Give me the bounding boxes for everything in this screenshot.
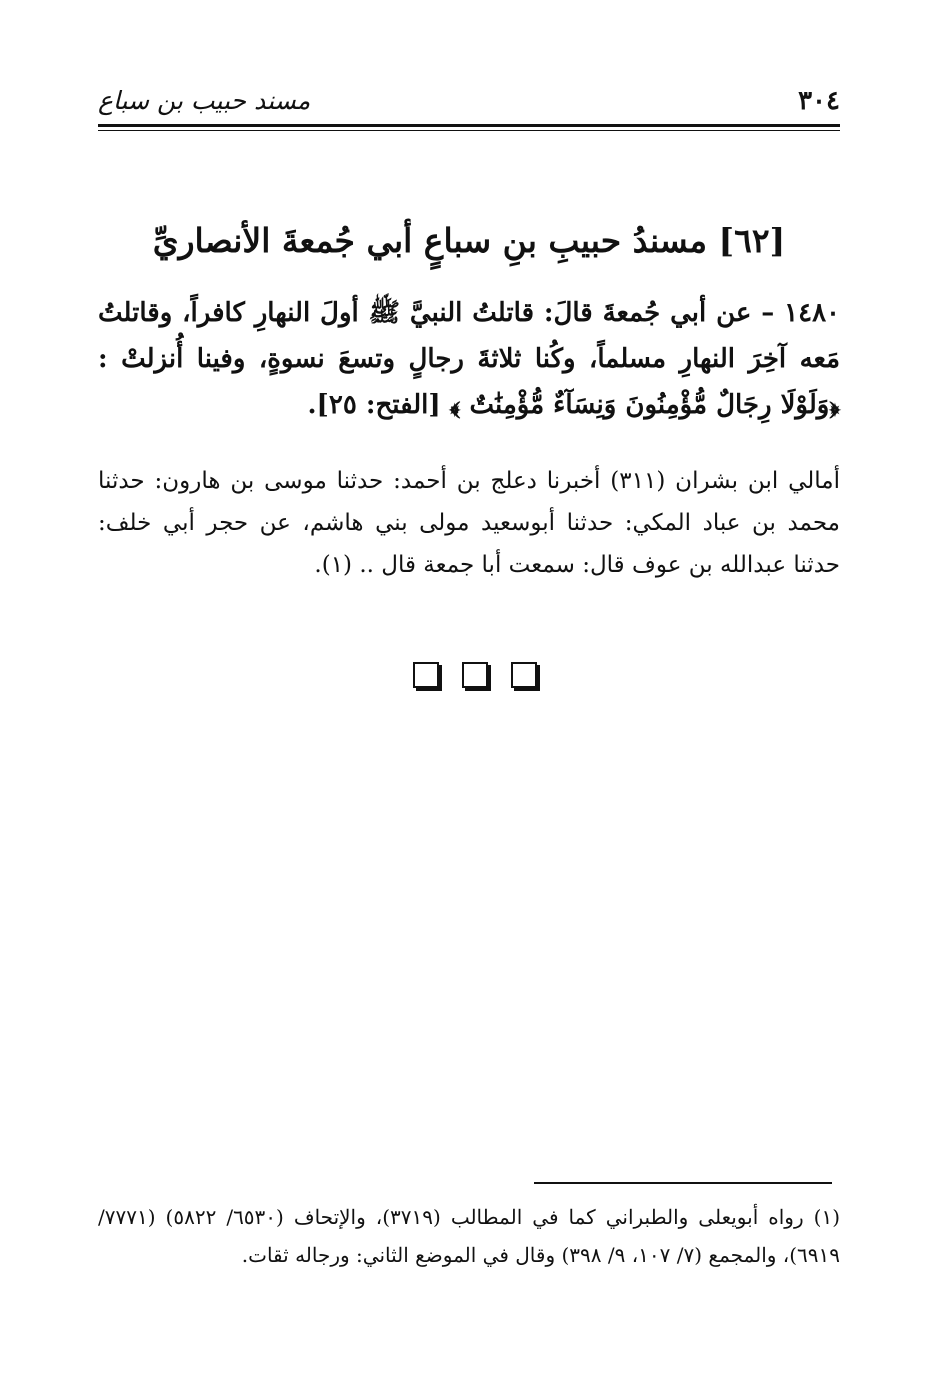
square-ornament-icon	[413, 662, 439, 688]
section-end-ornament	[0, 662, 950, 692]
header-rule	[98, 124, 840, 127]
isnad-text	[98, 460, 840, 586]
running-header	[98, 84, 840, 124]
footnote-separator	[534, 1182, 832, 1184]
square-ornament-icon	[462, 662, 488, 688]
footnote-1: (١) رواه أبويعلى والطبراني كما في المطالب (٣٧١٩)، والإتحاف (٦٥٣٠/ ٥٨٢٢) (٧٧٧١/ ٦٩١٩)، والمجمع (٧/ ١٠٧، ٩/ ٣٩٨) وقال في الموضع الثاني: ورجاله ثقات.	[98, 1205, 840, 1267]
section-heading: [٦٢] مسندُ حبيبِ بنِ سباعٍ أبي جُمعةَ الأنصاريِّ	[152, 221, 786, 260]
hadith-text	[98, 290, 840, 428]
footnotes	[98, 1198, 840, 1274]
running-header-title: مسند حبيب بن سباع	[98, 86, 311, 115]
isnad-paragraph: أمالي ابن بشران (٣١١) أخبرنا دعلج بن أحمد: حدثنا موسى بن هارون: حدثنا محمد بن عباد المكي: حدثنا أبوسعيد مولى بني هاشم، عن حجر أبي خلف: حدثنا عبدالله بن عوف قال: سمعت أبا جمعة قال .. (١).	[98, 468, 840, 578]
hadith-paragraph: ١٤٨٠ – عن أبي جُمعةَ قالَ: قاتلتُ النبيَّ ﷺ أولَ النهارِ كافراً، وقاتلتُ مَعه آخِرَ النهارِ مسلماً، وكُنا ثلاثةَ رجالٍ وتسعَ نسوةٍ، وفينا أُنزلتْ : ﴿وَلَوْلَا رِجَالٌ مُّؤْمِنُونَ وَنِسَآءٌ مُّؤْمِنَٰتٌ ﴾ [الفتح: ٢٥].	[98, 298, 840, 420]
header-rule-thin	[98, 130, 840, 131]
square-ornament-icon	[511, 662, 537, 688]
page-number: ٣٠٤	[798, 86, 840, 116]
